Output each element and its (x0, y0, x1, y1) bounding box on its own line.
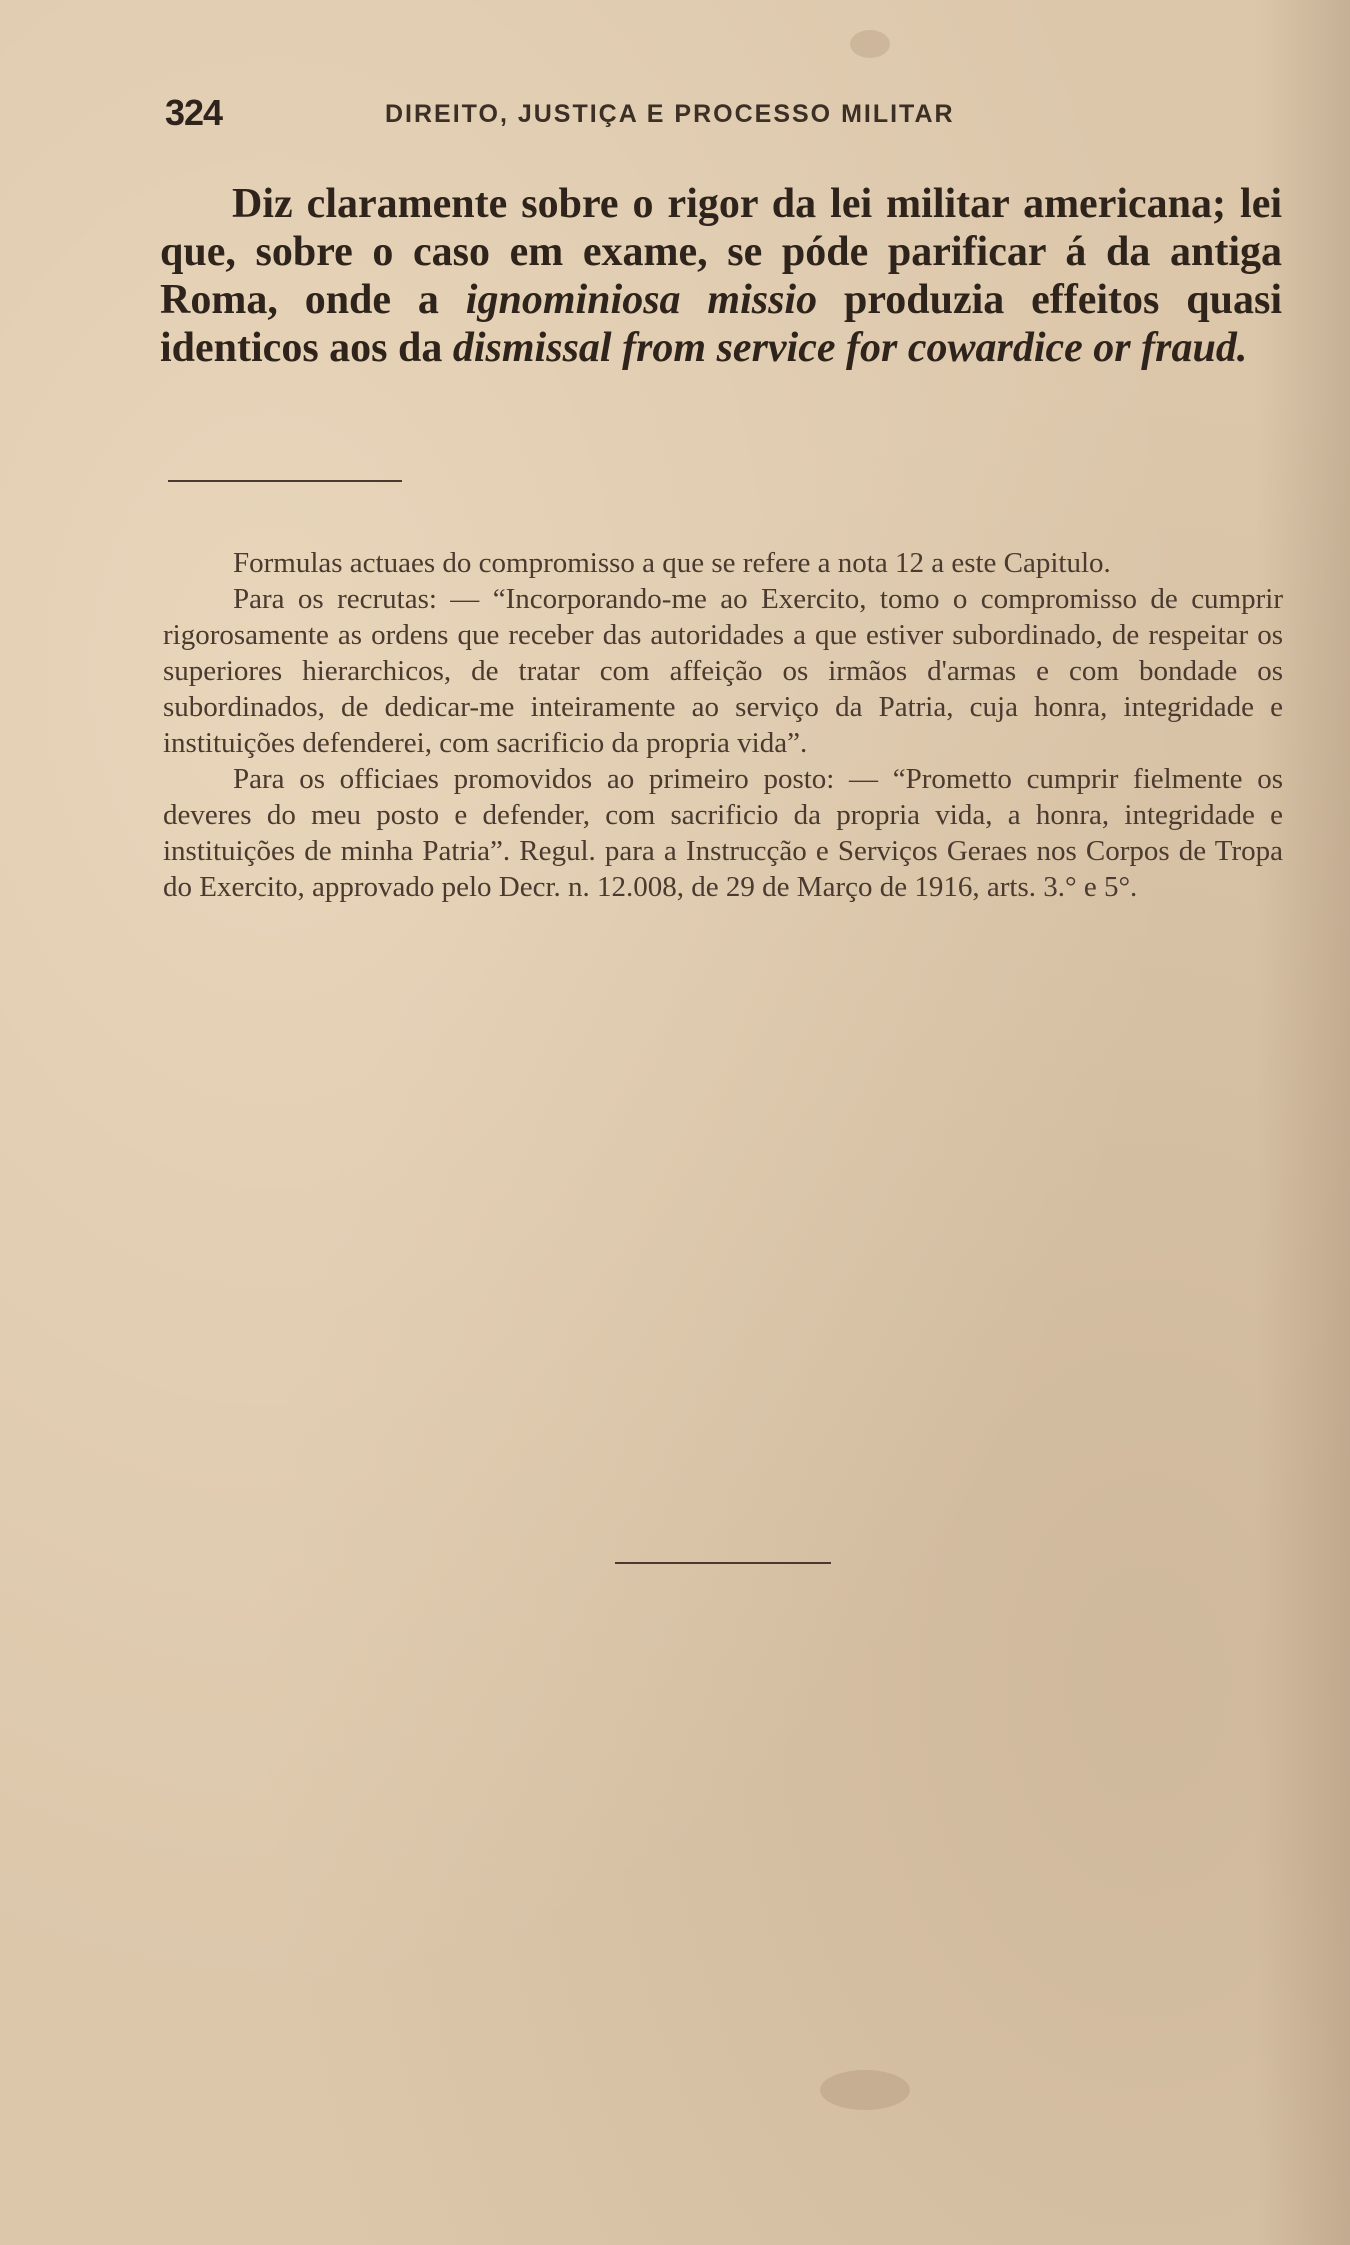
footnote-separator-rule (168, 480, 402, 482)
end-rule (615, 1562, 831, 1564)
main-text-start: Diz claramente sobre o rigor da lei militar americana; lei que, sobre o caso em exame, se póde parificar á da antiga Roma, onde a (160, 181, 1282, 323)
footnote-paragraph-recruits: Para os recrutas: — “Incorporando-me ao Exercito, tomo o compromisso de cumprir rigorosamente as ordens que receber das autoridades a que estiver subordinado, de respeitar os superiores hierarchicos, de tratar com affeição os irmãos d'armas e com bondade os subordinados, de dedicar-me inteiramente ao serviço da Patria, cuja honra, integridade e instituições defenderei, com sacrificio da propria vida”. (163, 583, 1283, 759)
italic-phrase-ignominiosa: ignominiosa missio (465, 277, 818, 323)
footnote-paragraph-intro: Formulas actuaes do compromisso a que se refere a nota 12 a este Capitulo. (233, 547, 1111, 579)
header-title: DIREITO, JUSTIÇA E PROCESSO MILITAR (385, 100, 955, 128)
main-paragraph (160, 180, 1282, 372)
main-text-middle: produzia effeitos quasi identicos aos da (160, 277, 1282, 371)
running-head (165, 92, 1295, 132)
italic-phrase-dismissal: dismissal from service for cowardice or fraud. (452, 325, 1248, 371)
footnote-paragraph-officers: Para os officiaes promovidos ao primeiro posto: — “Prometto cumprir fielmente os deveres do meu posto e defender, com sacrificio da propria vida, a honra, integridade e instituições de minha Patria”. Regul. para a Instrucção e Serviços Geraes nos Corpos de Tropa do Exercito, approvado pelo Decr. n. 12.008, de 29 de Março de 1916, arts. 3.° e 5°. (163, 763, 1283, 903)
footnote (163, 545, 1283, 905)
paper-stain (820, 2070, 910, 2110)
paper-stain (850, 30, 890, 58)
page-number: 324 (165, 92, 223, 133)
